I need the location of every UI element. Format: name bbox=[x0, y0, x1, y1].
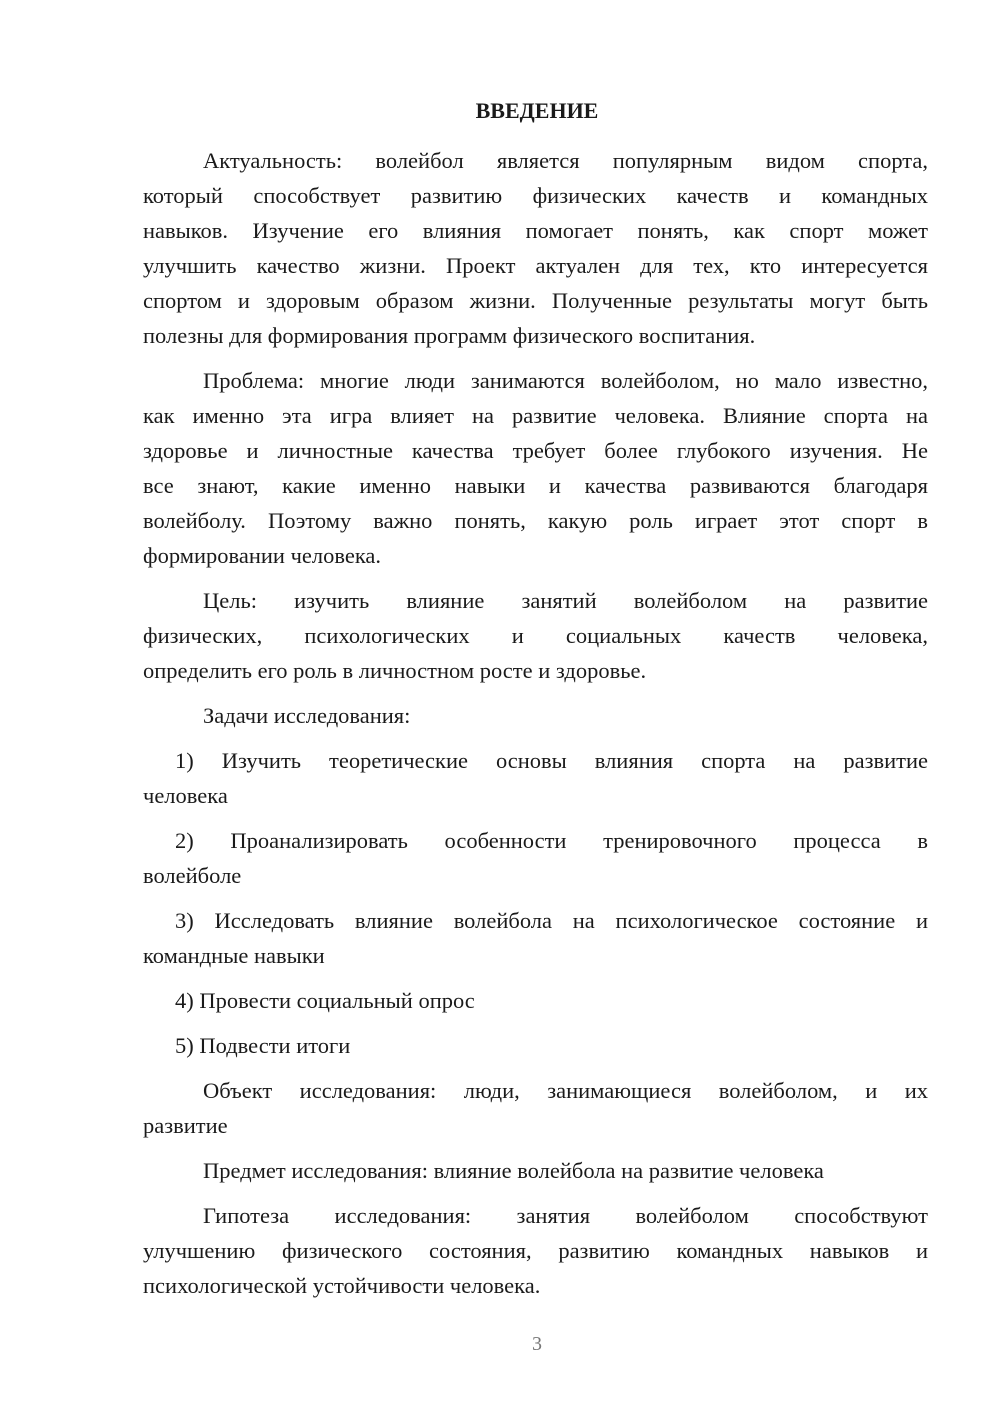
text-line: Актуальность: волейбол является популярным видом спорта, bbox=[203, 148, 928, 173]
text-line: 5) Подвести итоги bbox=[175, 1033, 351, 1058]
page-number: 3 bbox=[532, 1333, 542, 1355]
text-line: 2) Проанализировать особенности тренировочного процесса в bbox=[175, 828, 928, 853]
list-item bbox=[143, 743, 928, 813]
paragraph bbox=[143, 1073, 928, 1143]
paragraph bbox=[143, 583, 928, 688]
list-item bbox=[143, 823, 928, 893]
text-line: полезны для формирования программ физического воспитания. bbox=[143, 323, 756, 348]
text-line: психологической устойчивости человека. bbox=[143, 1273, 541, 1298]
list-item bbox=[143, 1028, 928, 1063]
text-line: как именно эта игра влияет на развитие человека. Влияние спорта на bbox=[143, 403, 928, 428]
text-line: Задачи исследования: bbox=[203, 703, 411, 728]
text-line: 1) Изучить теоретические основы влияния спорта на развитие bbox=[175, 748, 928, 773]
list-item bbox=[143, 903, 928, 973]
text-line: Предмет исследования: влияние волейбола на развитие человека bbox=[203, 1158, 824, 1183]
text-line: Объект исследования: люди, занимающиеся волейболом, и их bbox=[203, 1078, 928, 1103]
text-line: развитие bbox=[143, 1113, 228, 1138]
text-line: Цель: изучить влияние занятий волейболом на развитие bbox=[203, 588, 928, 613]
text-line: навыков. Изучение его влияния помогает понять, как спорт может bbox=[143, 218, 928, 243]
document-body bbox=[143, 143, 928, 1313]
paragraph bbox=[143, 698, 928, 733]
text-line: Гипотеза исследования: занятия волейболом способствуют bbox=[203, 1203, 928, 1228]
page-title: ВВЕДЕНИЕ bbox=[475, 98, 599, 123]
text-line: волейболу. Поэтому важно понять, какую роль играет этот спорт в bbox=[143, 508, 928, 533]
text-line: 4) Провести социальный опрос bbox=[175, 988, 475, 1013]
text-line: волейболе bbox=[143, 863, 242, 888]
text-line: все знают, какие именно навыки и качества развиваются благодаря bbox=[143, 473, 928, 498]
text-line: формировании человека. bbox=[143, 543, 382, 568]
paragraph bbox=[143, 1198, 928, 1303]
text-line: спортом и здоровым образом жизни. Полученные результаты могут быть bbox=[143, 288, 928, 313]
text-line: улучшить качество жизни. Проект актуален для тех, кто интересуется bbox=[143, 253, 928, 278]
text-line: который способствует развитию физических качеств и командных bbox=[143, 183, 928, 208]
list-item bbox=[143, 983, 928, 1018]
text-line: командные навыки bbox=[143, 943, 325, 968]
text-line: 3) Исследовать влияние волейбола на психологическое состояние и bbox=[175, 908, 928, 933]
text-line: определить его роль в личностном росте и здоровье. bbox=[143, 658, 647, 683]
paragraph bbox=[143, 1153, 928, 1188]
text-line: Проблема: многие люди занимаются волейболом, но мало известно, bbox=[203, 368, 928, 393]
text-line: человека bbox=[143, 783, 228, 808]
paragraph bbox=[143, 143, 928, 353]
text-line: улучшению физического состояния, развитию командных навыков и bbox=[143, 1238, 928, 1263]
text-line: здоровье и личностные качества требует более глубокого изучения. Не bbox=[143, 438, 928, 463]
paragraph bbox=[143, 363, 928, 573]
text-line: физических, психологических и социальных качеств человека, bbox=[143, 623, 928, 648]
